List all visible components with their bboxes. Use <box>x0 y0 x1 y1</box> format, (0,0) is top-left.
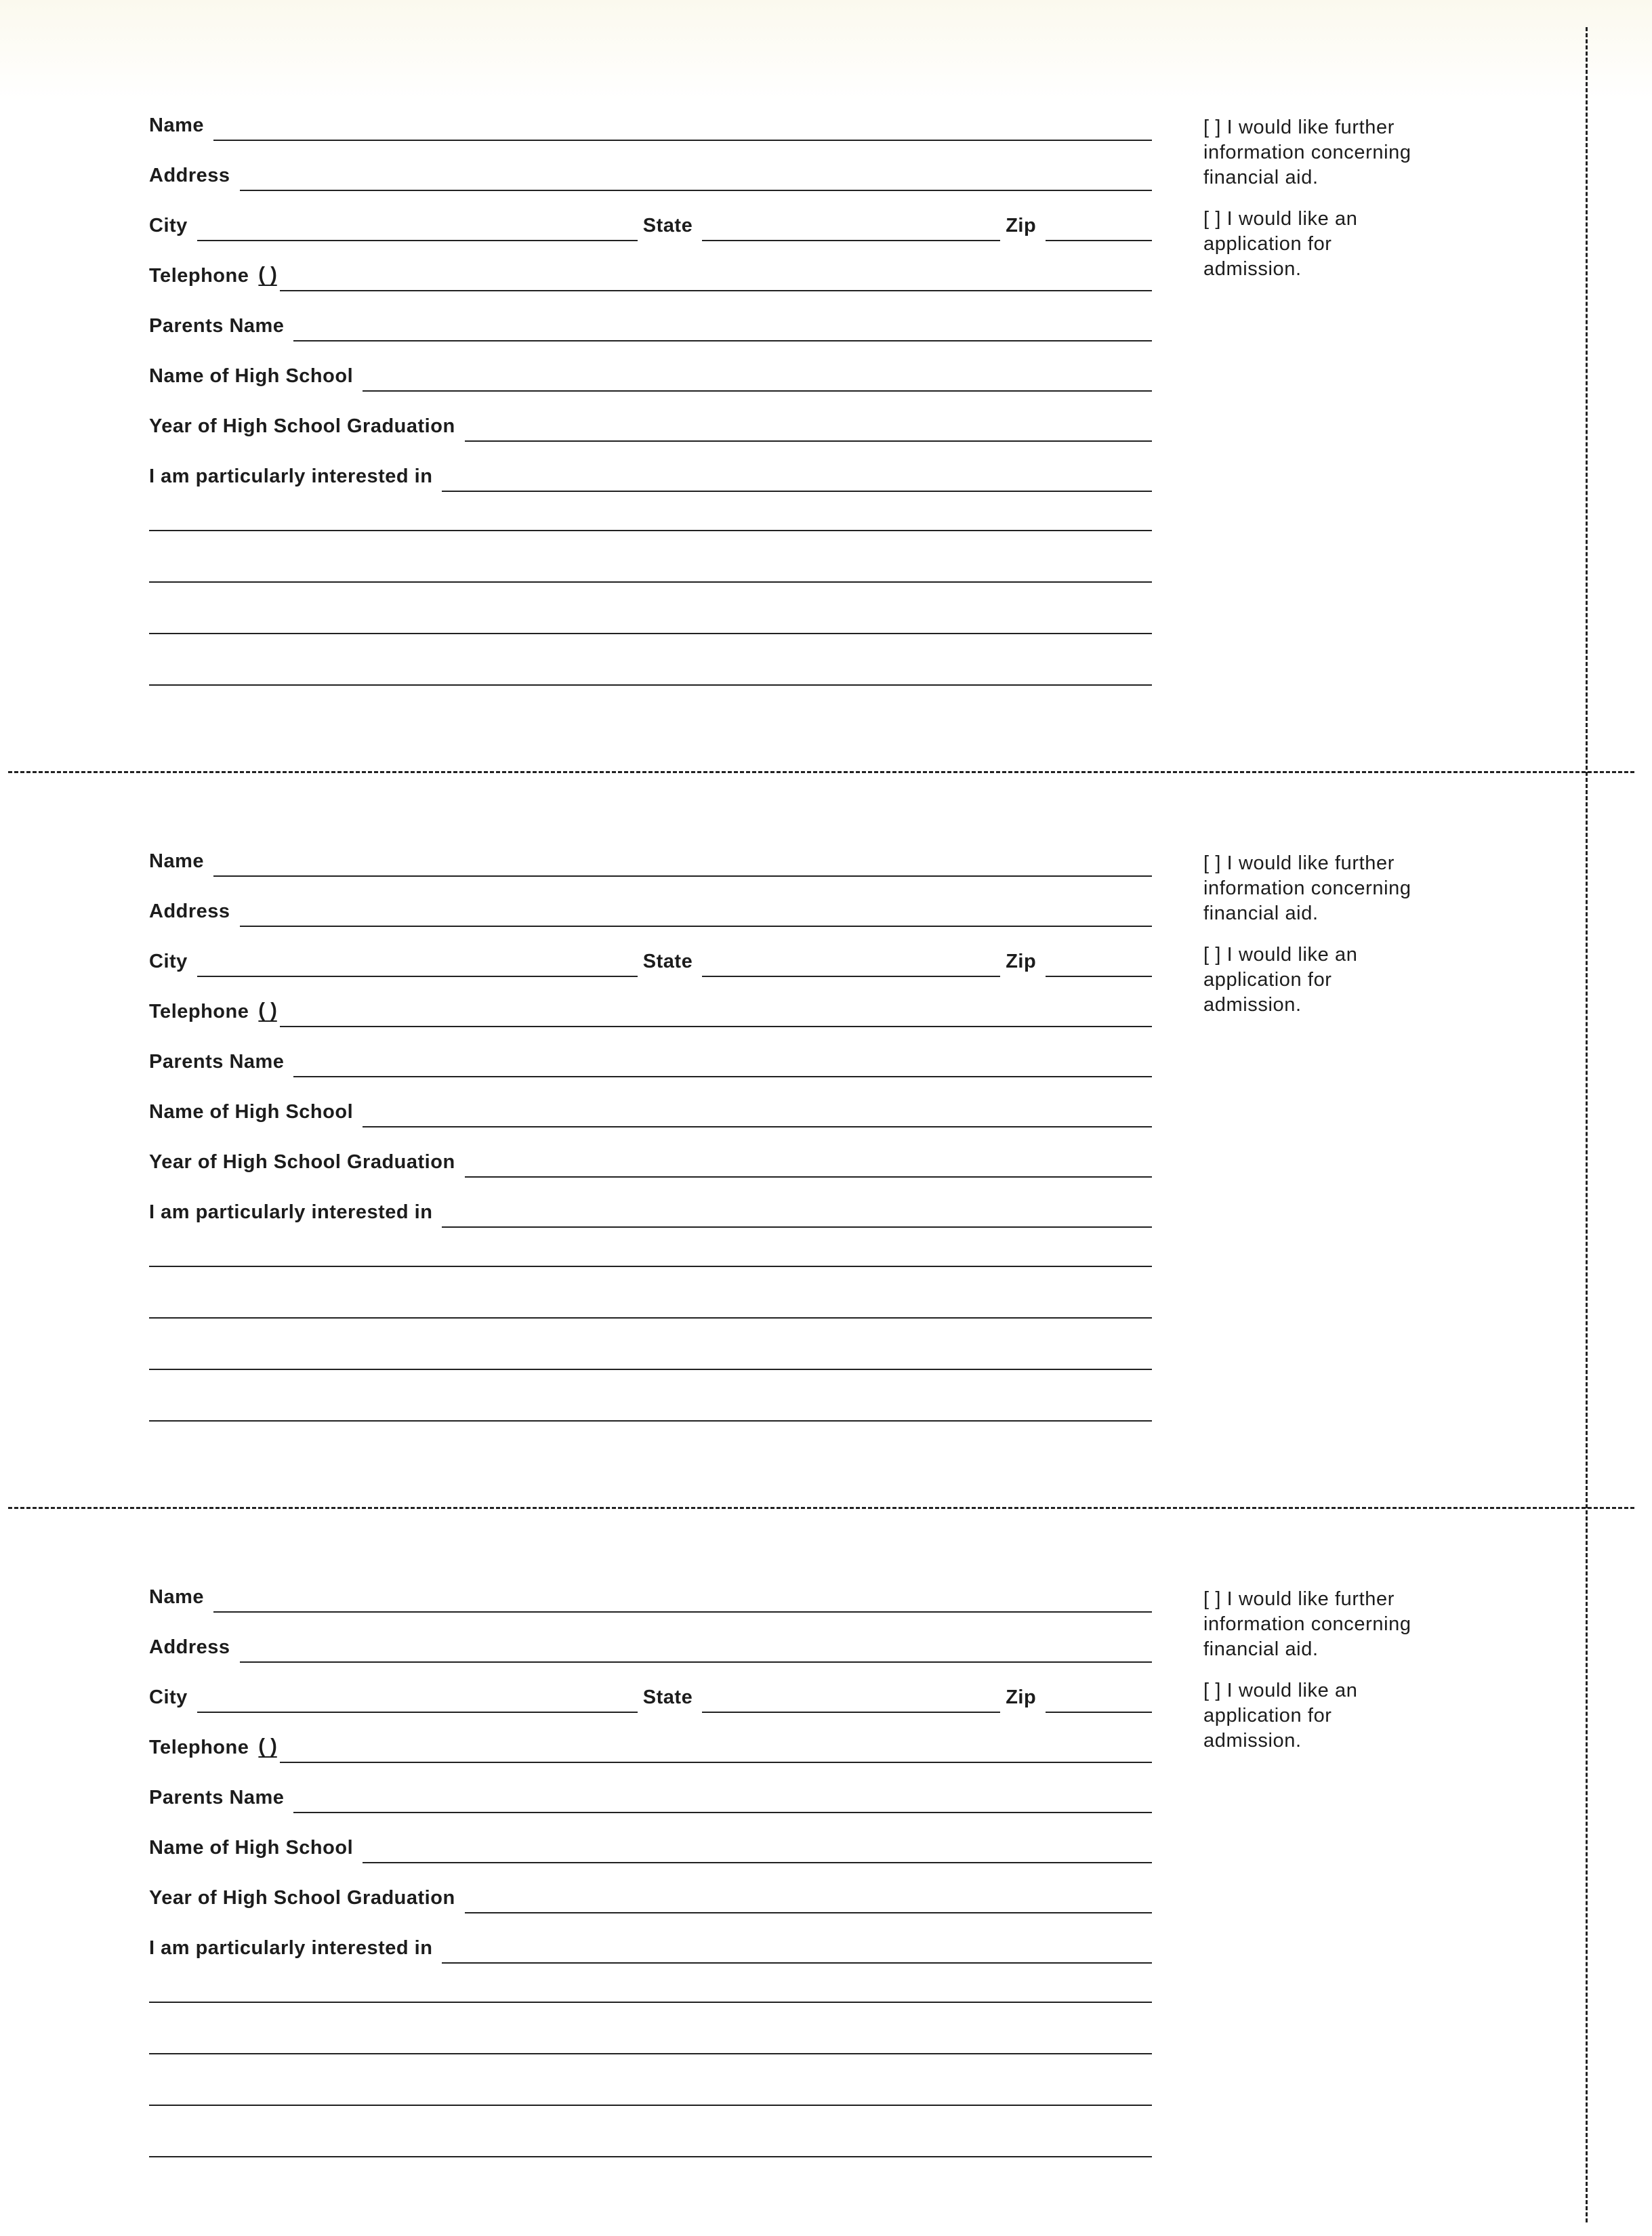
graduation-label: Year of High School Graduation <box>149 415 455 437</box>
reply-coupon <box>0 736 1586 1472</box>
address-input[interactable] <box>240 926 1152 927</box>
zip-label: Zip <box>1006 1686 1037 1708</box>
financial-aid-checkbox[interactable]: [ ] <box>1203 852 1221 874</box>
graduation-label: Year of High School Graduation <box>149 1887 455 1909</box>
telephone-input[interactable] <box>280 1026 1152 1027</box>
application-text: I would like an application for admission. <box>1203 208 1358 280</box>
application-option <box>1203 207 1427 282</box>
zip-input[interactable] <box>1046 976 1152 977</box>
telephone-row <box>149 995 1152 1027</box>
interest-input[interactable] <box>442 491 1152 492</box>
interest-line[interactable] <box>149 1420 1152 1422</box>
financial-aid-option <box>1203 1587 1427 1662</box>
zip-label: Zip <box>1006 215 1037 236</box>
area-code-input[interactable]: ( ) <box>258 264 277 285</box>
address-row <box>149 1630 1152 1663</box>
area-code-input[interactable]: ( ) <box>258 999 277 1021</box>
parents-row <box>149 309 1152 341</box>
high-school-label: Name of High School <box>149 1101 354 1123</box>
financial-aid-text: I would like further information concerning financial aid. <box>1203 852 1411 924</box>
state-input[interactable] <box>702 240 1000 241</box>
parents-name-input[interactable] <box>293 340 1152 341</box>
zip-label: Zip <box>1006 951 1037 972</box>
telephone-input[interactable] <box>280 290 1152 291</box>
name-input[interactable] <box>213 1611 1152 1613</box>
name-row <box>149 108 1152 141</box>
request-options <box>1203 851 1427 1034</box>
name-input[interactable] <box>213 140 1152 141</box>
application-checkbox[interactable]: [ ] <box>1203 1680 1221 1701</box>
name-label: Name <box>149 115 204 136</box>
city-input[interactable] <box>197 1712 638 1713</box>
graduation-row <box>149 1145 1152 1178</box>
name-label: Name <box>149 1586 204 1608</box>
name-row <box>149 1580 1152 1613</box>
application-checkbox[interactable]: [ ] <box>1203 208 1221 230</box>
city-label: City <box>149 951 188 972</box>
interest-row <box>149 459 1152 492</box>
telephone-input[interactable] <box>280 1762 1152 1763</box>
name-row <box>149 844 1152 877</box>
application-text: I would like an application for admission. <box>1203 944 1358 1016</box>
interest-label: I am particularly interested in <box>149 1201 433 1223</box>
application-option <box>1203 1678 1427 1754</box>
city-input[interactable] <box>197 976 638 977</box>
address-label: Address <box>149 1636 230 1658</box>
financial-aid-option <box>1203 115 1427 190</box>
interest-label: I am particularly interested in <box>149 1937 433 1959</box>
high-school-row <box>149 359 1152 392</box>
high-school-label: Name of High School <box>149 1837 354 1859</box>
request-options <box>1203 115 1427 298</box>
financial-aid-checkbox[interactable]: [ ] <box>1203 1588 1221 1610</box>
address-row <box>149 159 1152 191</box>
high-school-row <box>149 1831 1152 1863</box>
city-input[interactable] <box>197 240 638 241</box>
interest-label: I am particularly interested in <box>149 465 433 487</box>
financial-aid-checkbox[interactable]: [ ] <box>1203 117 1221 138</box>
graduation-input[interactable] <box>465 440 1152 442</box>
address-input[interactable] <box>240 1661 1152 1663</box>
telephone-row <box>149 259 1152 291</box>
telephone-label: Telephone <box>149 1001 249 1022</box>
vertical-cut-line <box>1586 27 1588 2222</box>
city-state-zip-row <box>149 209 1152 241</box>
telephone-row <box>149 1731 1152 1763</box>
interest-line[interactable] <box>149 581 1152 583</box>
reply-coupon <box>0 1472 1586 2208</box>
parents-name-label: Parents Name <box>149 315 285 337</box>
interest-line[interactable] <box>149 2002 1152 2003</box>
interest-line[interactable] <box>149 2105 1152 2106</box>
state-label: State <box>642 215 693 236</box>
application-option <box>1203 943 1427 1018</box>
financial-aid-text: I would like further information concerning financial aid. <box>1203 117 1411 188</box>
graduation-label: Year of High School Graduation <box>149 1151 455 1173</box>
interest-line[interactable] <box>149 530 1152 531</box>
request-options <box>1203 1587 1427 1770</box>
address-row <box>149 894 1152 927</box>
city-state-zip-row <box>149 1680 1152 1713</box>
parents-row <box>149 1045 1152 1077</box>
interest-line[interactable] <box>149 684 1152 686</box>
interest-row <box>149 1931 1152 1964</box>
telephone-label: Telephone <box>149 265 249 287</box>
graduation-row <box>149 409 1152 442</box>
application-text: I would like an application for admission. <box>1203 1680 1358 1752</box>
city-label: City <box>149 1686 188 1708</box>
parents-name-label: Parents Name <box>149 1051 285 1073</box>
zip-input[interactable] <box>1046 240 1152 241</box>
area-code-input[interactable]: ( ) <box>258 1735 277 1757</box>
interest-line[interactable] <box>149 2053 1152 2054</box>
telephone-label: Telephone <box>149 1737 249 1758</box>
state-label: State <box>642 1686 693 1708</box>
interest-line[interactable] <box>149 1266 1152 1267</box>
high-school-label: Name of High School <box>149 365 354 387</box>
name-label: Name <box>149 850 204 872</box>
graduation-row <box>149 1881 1152 1913</box>
interest-line[interactable] <box>149 1317 1152 1319</box>
city-state-zip-row <box>149 945 1152 977</box>
interest-input[interactable] <box>442 1962 1152 1964</box>
address-label: Address <box>149 900 230 922</box>
interest-line[interactable] <box>149 1369 1152 1370</box>
state-input[interactable] <box>702 1712 1000 1713</box>
reply-coupon <box>0 0 1586 736</box>
high-school-input[interactable] <box>363 1862 1152 1863</box>
parents-name-input[interactable] <box>293 1812 1152 1813</box>
graduation-input[interactable] <box>465 1176 1152 1178</box>
high-school-input[interactable] <box>363 390 1152 392</box>
high-school-input[interactable] <box>363 1126 1152 1127</box>
state-label: State <box>642 951 693 972</box>
interest-line[interactable] <box>149 2156 1152 2157</box>
graduation-input[interactable] <box>465 1912 1152 1913</box>
financial-aid-text: I would like further information concerning financial aid. <box>1203 1588 1411 1660</box>
parents-name-input[interactable] <box>293 1076 1152 1077</box>
state-input[interactable] <box>702 976 1000 977</box>
city-label: City <box>149 215 188 236</box>
parents-row <box>149 1781 1152 1813</box>
interest-line[interactable] <box>149 633 1152 634</box>
application-checkbox[interactable]: [ ] <box>1203 944 1221 966</box>
address-input[interactable] <box>240 190 1152 191</box>
name-input[interactable] <box>213 875 1152 877</box>
address-label: Address <box>149 165 230 186</box>
interest-row <box>149 1195 1152 1228</box>
zip-input[interactable] <box>1046 1712 1152 1713</box>
financial-aid-option <box>1203 851 1427 926</box>
interest-input[interactable] <box>442 1226 1152 1228</box>
high-school-row <box>149 1095 1152 1127</box>
parents-name-label: Parents Name <box>149 1787 285 1808</box>
